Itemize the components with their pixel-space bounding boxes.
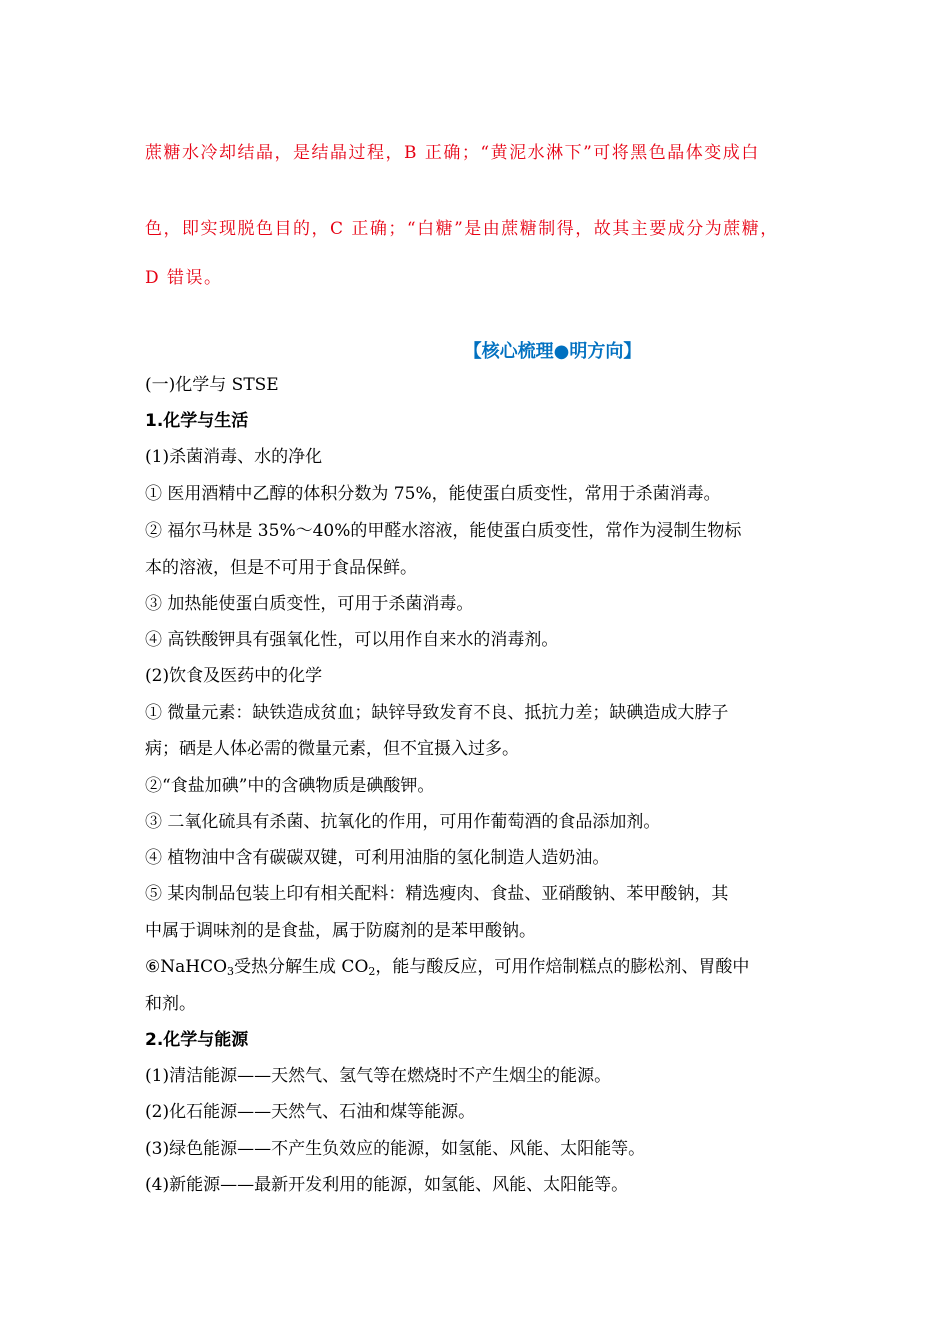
explanation-line-2: 色，即实现脱色目的，C 正确；“白糖”是由蔗糖制得，故其主要成分为蔗糖， <box>145 219 779 239</box>
list-item: 本的溶液，但是不可用于食品保鲜。 <box>145 558 417 578</box>
item-6-prefix: ⑥NaHCO <box>145 957 228 977</box>
explanation-line-1: 蔗糖水冷却结晶，是结晶过程，B 正确；“黄泥水淋下”可将黑色晶体变成白 <box>145 143 760 163</box>
list-item: ④ 植物油中含有碳碳双键，可利用油脂的氢化制造人造奶油。 <box>145 848 610 868</box>
list-item: ① 微量元素：缺铁造成贫血；缺锌导致发育不良、抵抗力差；缺碘造成大脖子 <box>145 703 729 723</box>
list-item: (1)清洁能源——天然气、氢气等在燃烧时不产生烟尘的能源。 <box>145 1066 612 1086</box>
subsection-2-title: 2.化学与能源 <box>145 1030 249 1050</box>
section-heading <box>0 337 950 363</box>
list-item: ① 医用酒精中乙醇的体积分数为 75%，能使蛋白质变性，常用于杀菌消毒。 <box>145 484 721 504</box>
list-item: ③ 二氧化硫具有杀菌、抗氧化的作用，可用作葡萄酒的食品添加剂。 <box>145 812 661 832</box>
list-item: (3)绿色能源——不产生负效应的能源，如氢能、风能、太阳能等。 <box>145 1139 646 1159</box>
explanation-line-3: D 错误。 <box>145 268 223 288</box>
list-item: 中属于调味剂的是食盐，属于防腐剂的是苯甲酸钠。 <box>145 921 536 941</box>
list-item-6 <box>145 956 749 978</box>
subsection-1-part-2-title: (2)饮食及医药中的化学 <box>145 666 323 686</box>
list-item: ⑤ 某肉制品包装上印有相关配料：精选瘦肉、食盐、亚硝酸钠、苯甲酸钠，其 <box>145 884 729 904</box>
list-item: ② 福尔马林是 35%～40%的甲醛水溶液，能使蛋白质变性，常作为浸制生物标 <box>145 521 742 541</box>
list-item-6-continued: 和剂。 <box>145 994 196 1014</box>
subsection-1-part-1-title: (1)杀菌消毒、水的净化 <box>145 447 323 467</box>
list-item: (4)新能源——最新开发利用的能源，如氢能、风能、太阳能等。 <box>145 1175 629 1195</box>
list-item: (2)化石能源——天然气、石油和煤等能源。 <box>145 1102 476 1122</box>
subsection-1-title: 1.化学与生活 <box>145 411 249 431</box>
item-6-suffix: ，能与酸反应，可用作焙制糕点的膨松剂、胃酸中 <box>375 957 750 977</box>
list-item: ④ 高铁酸钾具有强氧化性，可以用作自来水的消毒剂。 <box>145 630 559 650</box>
list-item: ②“食盐加碘”中的含碘物质是碘酸钾。 <box>145 776 435 796</box>
subscript-3: 3 <box>227 965 235 978</box>
section-heading-text: 【核心梳理●明方向】 <box>463 341 642 362</box>
item-6-middle: 受热分解生成 CO <box>234 957 369 977</box>
part-title: (一)化学与 STSE <box>145 375 279 395</box>
subscript-2: 2 <box>368 965 376 978</box>
list-item: ③ 加热能使蛋白质变性，可用于杀菌消毒。 <box>145 594 474 614</box>
list-item: 病；硒是人体必需的微量元素，但不宜摄入过多。 <box>145 739 519 759</box>
